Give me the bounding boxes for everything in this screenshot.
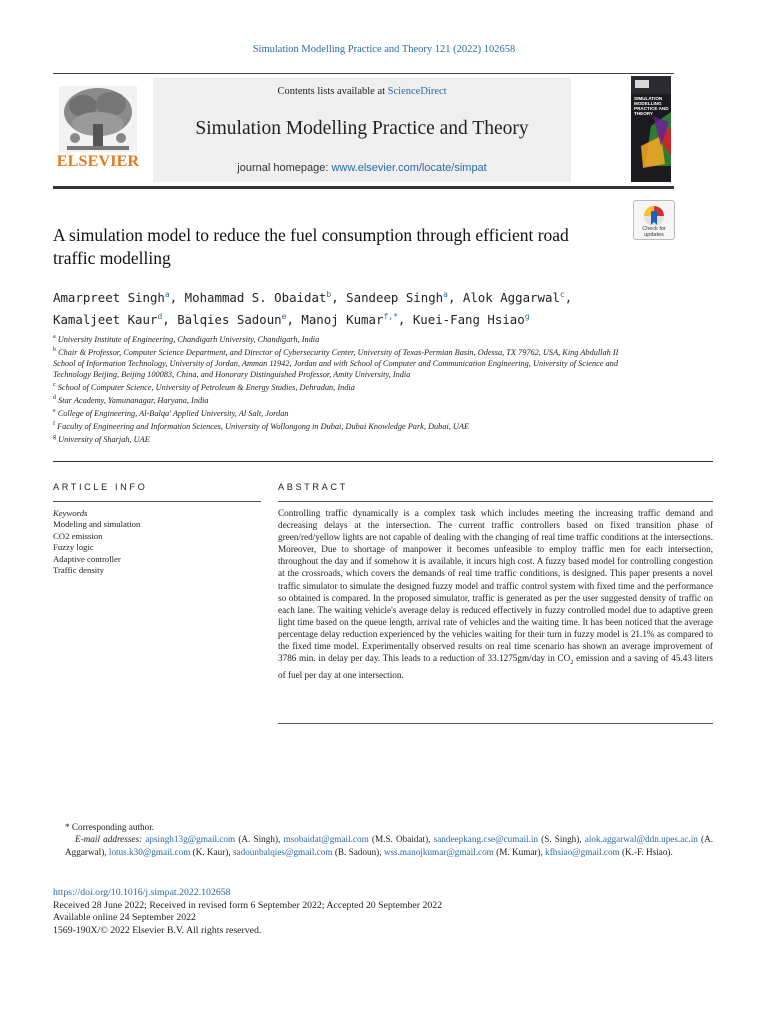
contents-prefix: Contents lists available at bbox=[277, 86, 386, 97]
affiliation: $^b$ Chair & Professor, Computer Science Department, and Director of Cybersecurity Center, University of Texas-Permian Basin, Odessa, TX 79762, USA, King Abdullah II School of Information Technology, University of Jordan, Amman 11942, Jordan and with School of Computer and Communication Engineering, University of Science and Technology Beijing, Beijing 100083, China, and Honorary Distinguished Professor, Amity University, India bbox=[53, 346, 619, 380]
author[interactable]: Alok Aggarwal$^c$ bbox=[462, 290, 565, 306]
keyword: Fuzzy logic bbox=[53, 542, 94, 553]
journal-masthead bbox=[53, 73, 674, 189]
contents-available bbox=[153, 86, 571, 97]
affiliation: $^g$ University of Sharjah, UAE bbox=[53, 434, 150, 444]
homepage-link[interactable]: www.elsevier.com/locate/simpat bbox=[331, 162, 487, 174]
affiliation: $^e$ College of Engineering, Al-Balqa' Applied University, Al Salt, Jordan bbox=[53, 408, 289, 419]
email-link[interactable]: kfhsiao@gmail.com bbox=[545, 846, 620, 857]
email-link[interactable]: sadounbalqies@gmail.com bbox=[232, 846, 333, 857]
email-link[interactable]: sandeepkang.cse@cumail.in bbox=[433, 834, 539, 845]
crossmark-label: Check for updates bbox=[642, 226, 666, 238]
cover-title: SIMULATION MODELLING PRACTICE AND THEORY bbox=[634, 96, 669, 116]
journal-citation[interactable]: Simulation Modelling Practice and Theory 121 (2022) 102658 bbox=[252, 44, 516, 55]
abstract-heading: ABSTRACT bbox=[278, 482, 348, 492]
article-title: A simulation model to reduce the fuel consumption through efficient road traffic modelling bbox=[53, 225, 569, 268]
email-addresses: E-mail addresses: apsingh13g@gmail.com (A. Singh), msobaidat@gmail.com (M.S. Obaidat), sandeepkang.cse@cumail.in (S. Singh), alok.aggarwal@ddn.upes.ac.in (A. Aggarwal), lotus.k30@gmail.com (K. Kaur), sadounbalqies@gmail.com (B. Sadoun), wss.manojkumar@gmail.com (M. Kumar), kfhsiao@gmail.com (K.-F. Hsiao). bbox=[65, 834, 714, 857]
keyword: Adaptive controller bbox=[53, 553, 121, 564]
corresponding-author-note: * Corresponding author. bbox=[65, 822, 155, 832]
publisher-wordmark: ELSEVIER bbox=[56, 153, 140, 170]
author[interactable]: Kuei-Fang Hsiao$^g$ bbox=[412, 312, 530, 328]
footnotes bbox=[53, 821, 713, 858]
keyword: CO2 emission bbox=[53, 530, 103, 541]
article-info-divider bbox=[53, 501, 261, 502]
affiliation: $^f$ Faculty of Engineering and Information Sciences, University of Wollongong in Dubai, Dubai Knowledge Park, Dubai, UAE bbox=[53, 421, 470, 432]
article-info-heading: ARTICLE INFO bbox=[53, 482, 148, 492]
masthead-center bbox=[153, 78, 571, 182]
author-list: Amarpreet Singh$^a$, Mohammad S. Obaidat$^b$, Sandeep Singh$^a$, Alok Aggarwal$^c$, Kamaljeet Kaur$^d$, Balqies Sadoun$^e$, Manoj Kumar$^{f,*}$, Kuei-Fang Hsiao$^g$ bbox=[53, 290, 573, 328]
author[interactable]: Mohammad S. Obaidat$^b$ bbox=[184, 290, 332, 306]
available-online: Available online 24 September 2022 bbox=[53, 912, 196, 924]
doi-link[interactable]: https://doi.org/10.1016/j.simpat.2022.102658 bbox=[53, 887, 231, 898]
keywords-label: Keywords bbox=[53, 508, 88, 518]
abstract-divider bbox=[278, 501, 713, 502]
author[interactable]: Manoj Kumar$^{f,*}$ bbox=[301, 312, 398, 328]
sciencedirect-link[interactable]: ScienceDirect bbox=[387, 86, 447, 97]
author[interactable]: Kamaljeet Kaur$^d$ bbox=[53, 312, 163, 328]
keyword: Traffic density bbox=[53, 565, 104, 576]
affiliation: $^d$ Star Academy, Yamunanagar, Haryana, India bbox=[53, 395, 209, 406]
affiliation: $^c$ School of Computer Science, University of Petroleum & Energy Studies, Dehradun, India bbox=[53, 382, 355, 393]
publication-info bbox=[53, 887, 713, 937]
copyright: 1569-190X/© 2022 Elsevier B.V. All rights reserved. bbox=[53, 924, 262, 936]
affiliations bbox=[53, 332, 633, 445]
email-link[interactable]: msobaidat@gmail.com bbox=[283, 834, 369, 845]
section-divider bbox=[53, 461, 713, 462]
email-link[interactable]: wss.manojkumar@gmail.com bbox=[383, 846, 494, 857]
email-link[interactable]: apsingh13g@gmail.com bbox=[145, 834, 236, 845]
journal-cover-thumbnail bbox=[631, 76, 671, 182]
journal-title: Simulation Modelling Practice and Theory bbox=[195, 118, 529, 139]
email-link[interactable]: alok.aggarwal@ddn.upes.ac.in bbox=[584, 834, 698, 845]
author[interactable]: Sandeep Singh$^a$ bbox=[346, 290, 448, 306]
journal-homepage bbox=[153, 162, 571, 174]
article-dates: Received 28 June 2022; Received in revised form 6 September 2022; Accepted 20 September 2022 bbox=[53, 899, 443, 911]
keywords-list bbox=[53, 508, 261, 576]
abstract-end-divider bbox=[278, 723, 713, 724]
author[interactable]: Balqies Sadoun$^e$ bbox=[177, 312, 287, 328]
keyword: Modeling and simulation bbox=[53, 519, 141, 530]
homepage-prefix: journal homepage: bbox=[237, 162, 329, 174]
cover-art-icon bbox=[631, 76, 671, 182]
crossmark-badge[interactable] bbox=[633, 200, 675, 240]
author[interactable]: Amarpreet Singh$^a$ bbox=[53, 290, 170, 306]
affiliation: $^a$ University Institute of Engineering, Chandigarh University, Chandigarh, India bbox=[53, 334, 320, 344]
email-link[interactable]: lotus.k30@gmail.com bbox=[108, 846, 191, 857]
abstract-body: Controlling traffic dynamically is a complex task which includes meeting the increasing traffic demand and decreasing delays at the intersection. The current traffic controllers based on fixed transition phase of green/red/yellow lights are not capable of dealing with the changing of real time traffic conditions at the intersections. Moreover, Due to shortage of manpower it becomes unfeasible to employ traffic men for each intersection, throughout the day and if somehow it is available, it incurs high cost. A fuzzy based model for controlling congestion at the crossroads, which covers the demands of real time traffic conditions, is designed. This paper presents a novel traffic simulator to simulate the designed fuzzy model and traffic control system with fixed time and the performance so obtained is compared. In the proposed simulator, traffic is generated as per the user suggested density of traffic on each lane. The waiting vehicle's average delay is reduced effectively in fuzzy controlled model due to adaptive green light time based on the queue length, arrival rate of vehicles and the waiting time. It has been noticed that the average percentage delay reduction experienced by the vehicles waiting for their turn in fuzzy model is 21.1% as compared to the fixed time model. Experimentally observed results on real time scenario has shown an average improvement of 3786 min. in delay per day. This leads to a reduction of 33.1275gm/day in $CO_2$ emission and a saving of 45.43 liters of fuel per day at one intersection. bbox=[278, 508, 713, 681]
